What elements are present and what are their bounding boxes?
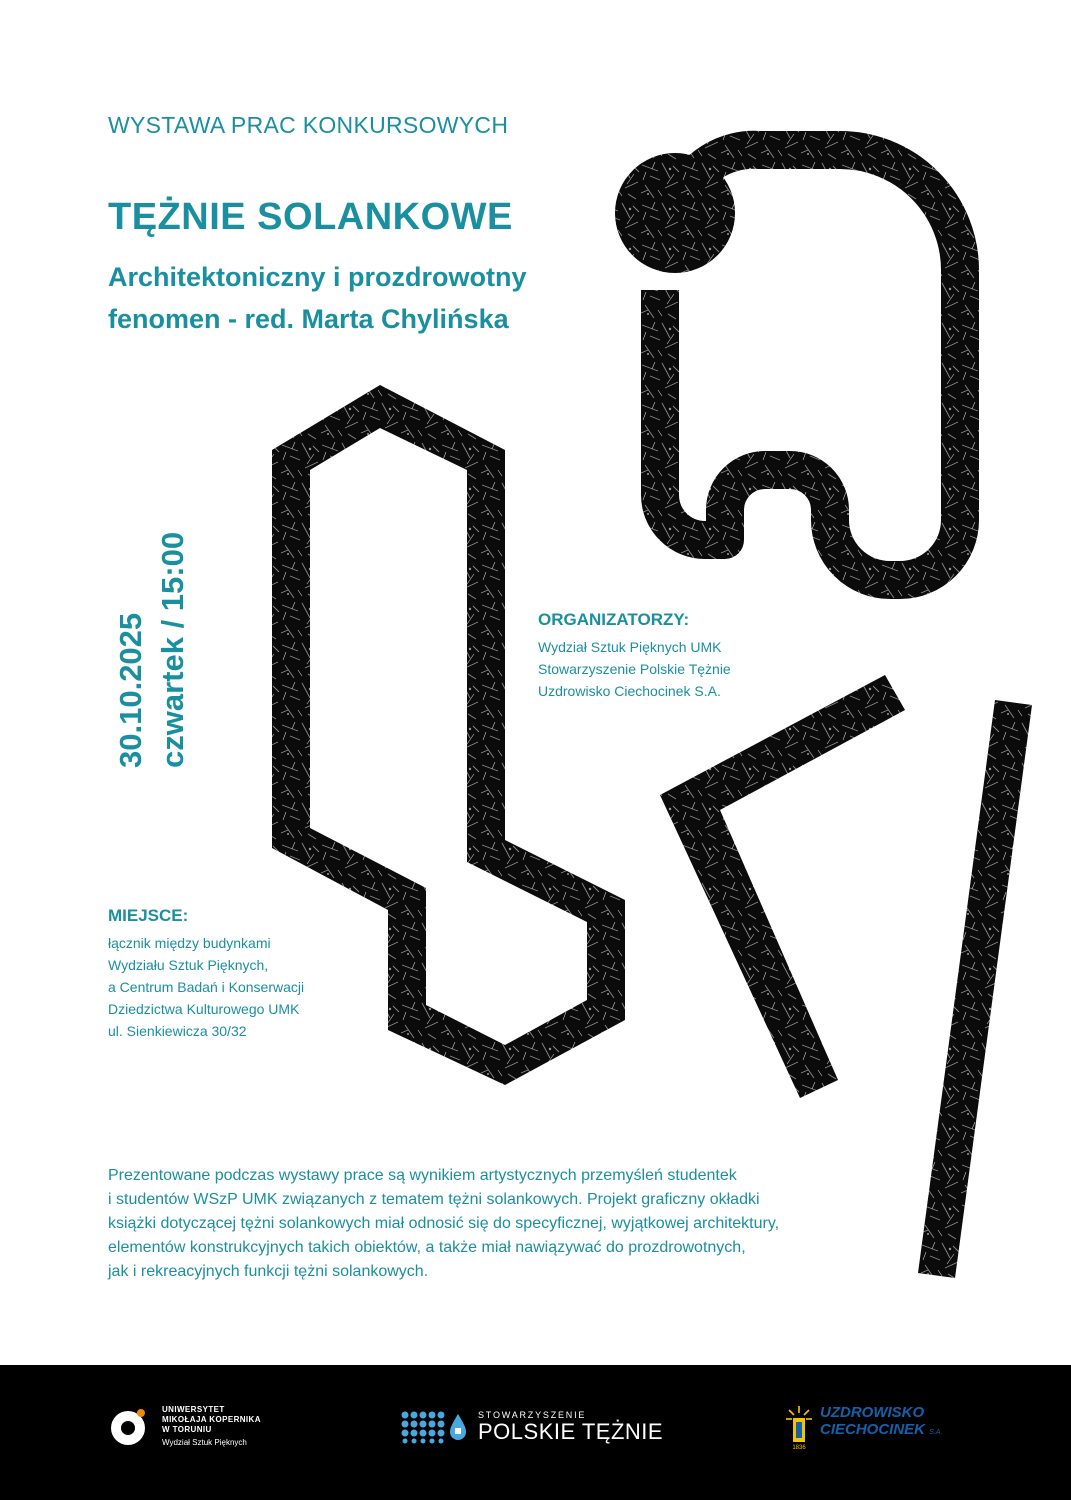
- droplets-icon: [400, 1410, 470, 1444]
- organizers-section: [538, 610, 731, 702]
- bracket-shape: [660, 675, 905, 1098]
- venue-line: a Centrum Badań i Konserwacji: [108, 979, 305, 995]
- loop-circle-shape: [615, 153, 735, 273]
- description-line: elementów konstrukcyjnych takich obiektów, a także miał nawiązywać do prozdrowotnych,: [108, 1239, 746, 1256]
- description-line: książki dotyczącej tężni solankowych miał odnosić się do specyficznej, wyjątkowej architektury,: [108, 1215, 780, 1232]
- exhibition-kicker: WYSTAWA PRAC KONKURSOWYCH: [108, 112, 509, 138]
- venue-line: Dziedzictwa Kulturowego UMK: [108, 1001, 300, 1017]
- ciechocinek-line2: CIECHOCINEK: [820, 1421, 926, 1438]
- subtitle-line: Architektoniczny i prozdrowotny: [108, 262, 527, 292]
- slanted-bar-shape: [918, 700, 1032, 1278]
- umk-emblem-icon: [108, 1404, 152, 1448]
- pt-big-label: POLSKIE TĘŻNIE: [478, 1419, 664, 1444]
- event-date: 30.10.2025: [113, 612, 148, 768]
- subtitle-line: fenomen - red. Marta Chylińska: [108, 304, 509, 334]
- page-subtitle: [108, 256, 527, 340]
- sun-tower-icon: [784, 1404, 814, 1450]
- event-day-time: czwartek / 15:00: [155, 531, 190, 768]
- description-line: jak i rekreacyjnych funkcji tężni solankowych.: [108, 1263, 429, 1280]
- umk-line: MIKOŁAJA KOPERNIKA: [162, 1414, 261, 1424]
- ciechocinek-suffix: S.A.: [929, 1429, 943, 1436]
- polskie-teznie-logo: [400, 1410, 663, 1444]
- umk-logo: [108, 1404, 261, 1448]
- description: [108, 1164, 898, 1284]
- ciechocinek-year: 1836: [792, 1445, 806, 1450]
- venue-section: [108, 906, 304, 1042]
- venue-line: ul. Sienkiewicza 30/32: [108, 1023, 247, 1039]
- venue-line: łącznik między budynkami: [108, 935, 271, 951]
- organizer-item: Uzdrowisko Ciechocinek S.A.: [538, 683, 721, 699]
- description-line: i studentów WSzP UMK związanych z tematem tężni solankowych. Projekt graficzny okładki: [108, 1191, 760, 1208]
- venue-heading: MIEJSCE:: [108, 906, 189, 925]
- description-line: Prezentowane podczas wystawy prace są wynikiem artystycznych przemyśleń studentek: [108, 1167, 737, 1184]
- ciechocinek-line1: UZDROWISKO: [820, 1404, 925, 1421]
- ciechocinek-logo: [784, 1404, 942, 1450]
- venue-line: Wydziału Sztuk Pięknych,: [108, 957, 269, 973]
- organizers-heading: ORGANIZATORZY:: [538, 610, 690, 629]
- pt-small-label: STOWARZYSZENIE: [478, 1410, 587, 1420]
- page-title: TĘŻNIE SOLANKOWE: [108, 196, 513, 238]
- umk-faculty: Wydział Sztuk Pięknych: [162, 1437, 247, 1447]
- umk-line: W TORUNIU: [162, 1424, 212, 1434]
- hexagon-outline-shape: [272, 385, 625, 1085]
- organizer-item: Stowarzyszenie Polskie Tężnie: [538, 661, 731, 677]
- umk-line: UNIWERSYTET: [162, 1404, 225, 1414]
- organizer-item: Wydział Sztuk Pięknych UMK: [538, 639, 722, 655]
- event-date-block: [110, 532, 194, 768]
